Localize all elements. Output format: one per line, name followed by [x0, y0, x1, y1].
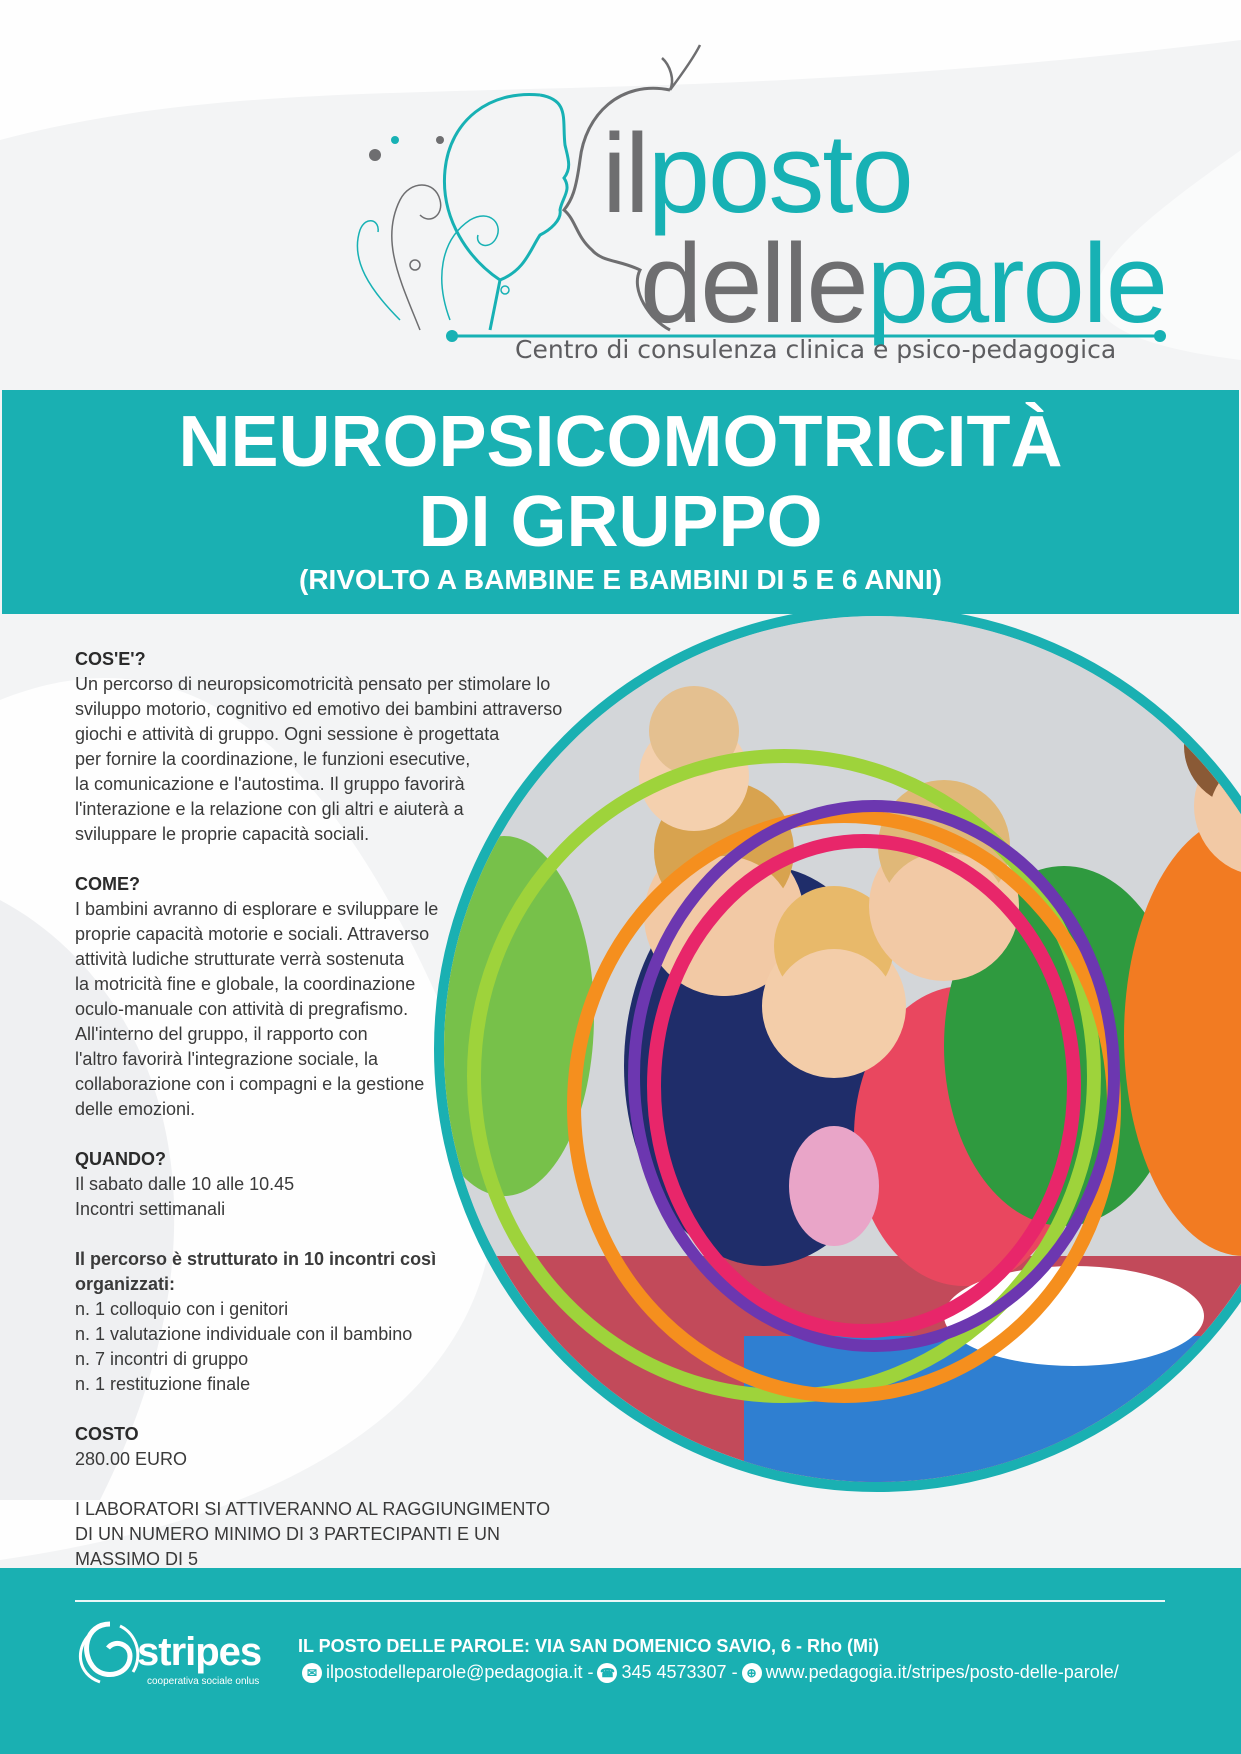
page-title-line2: DI GRUPPO [418, 482, 823, 562]
title-band [2, 390, 1239, 614]
footer-address: IL POSTO DELLE PAROLE: VIA SAN DOMENICO SAVIO, 6 - Rho (Mi) [298, 1636, 880, 1656]
section-heading-come: COME? [75, 874, 140, 894]
logo [340, 40, 1180, 370]
section-heading-costo: COSTO [75, 1424, 139, 1444]
section-text-come: I bambini avranno di esplorare e sviluppare le proprie capacità motorie e sociali. Attraverso attività ludiche strutturate verrà sostenuta la motricità fine e globale, la coordinazione oculo-manuale con attività di pregrafismo. All'interno del gruppo, il rapporto con l'altro favorirà l'integrazione sociale, la collaborazione con i compagni e la gestione delle emozioni. [75, 899, 439, 1119]
stripes-wordmark: stripes [137, 1630, 262, 1674]
page-title-line1: NEUROPSICOMOTRICITÀ [178, 402, 1063, 482]
section-text-percorso: n. 1 colloquio con i genitori n. 1 valutazione individuale con il bambino n. 7 incontri di gruppo n. 1 restituzione finale [75, 1299, 413, 1394]
footer-divider [75, 1600, 1165, 1602]
section-text-costo: 280.00 EURO [75, 1449, 188, 1469]
stripes-logo [75, 1610, 285, 1700]
phone-icon: ☎ [597, 1663, 617, 1683]
section-heading-cose: COS'E'? [75, 649, 146, 669]
logo-subtitle: Centro di consulenza clinica e psico-pedagogica [515, 335, 1117, 364]
section-heading-percorso: Il percorso è strutturato in 10 incontri così organizzati: [75, 1249, 437, 1294]
mail-icon: ✉ [302, 1663, 322, 1683]
stripes-tagline: cooperativa sociale onlus [147, 1676, 260, 1687]
stripes-swirl-icon [75, 1614, 145, 1694]
page-subtitle: (RIVOLTO A BAMBINE E BAMBINI DI 5 E 6 ANNI) [299, 564, 942, 595]
content-column [75, 647, 565, 1572]
logo-word-il-posto: ilposto [602, 111, 912, 236]
participants-note: I LABORATORI SI ATTIVERANNO AL RAGGIUNGIMENTO DI UN NUMERO MINIMO DI 3 PARTECIPANTI E UN MASSIMO DI 5 [75, 1499, 551, 1569]
footer-contacts [302, 1662, 1119, 1683]
section-text-cose: Un percorso di neuropsicomotricità pensato per stimolare lo sviluppo motorio, cognitivo ed emotivo dei bambini attraverso giochi e attività di gruppo. Ogni sessione è progettata per fornire la coordinazione, le funzioni esecutive, la comunicazione e l'autostima. Il gruppo favorirà l'interazione e la relazione con gli altri e aiuterà a sviluppare le proprie capacità sociali. [75, 674, 563, 844]
footer [0, 1568, 1241, 1754]
footer-email[interactable]: ilpostodelleparole@pedagogia.it - [326, 1662, 594, 1682]
section-heading-quando: QUANDO? [75, 1149, 166, 1169]
footer-phone[interactable]: 345 4573307 - [621, 1662, 738, 1682]
footer-website[interactable]: www.pedagogia.it/stripes/posto-delle-parole/ [765, 1662, 1119, 1682]
section-text-quando: Il sabato dalle 10 alle 10.45 Incontri settimanali [75, 1174, 295, 1219]
globe-icon: ⊕ [742, 1663, 762, 1683]
logo-word-delle-parole: delleparole [640, 221, 1166, 346]
